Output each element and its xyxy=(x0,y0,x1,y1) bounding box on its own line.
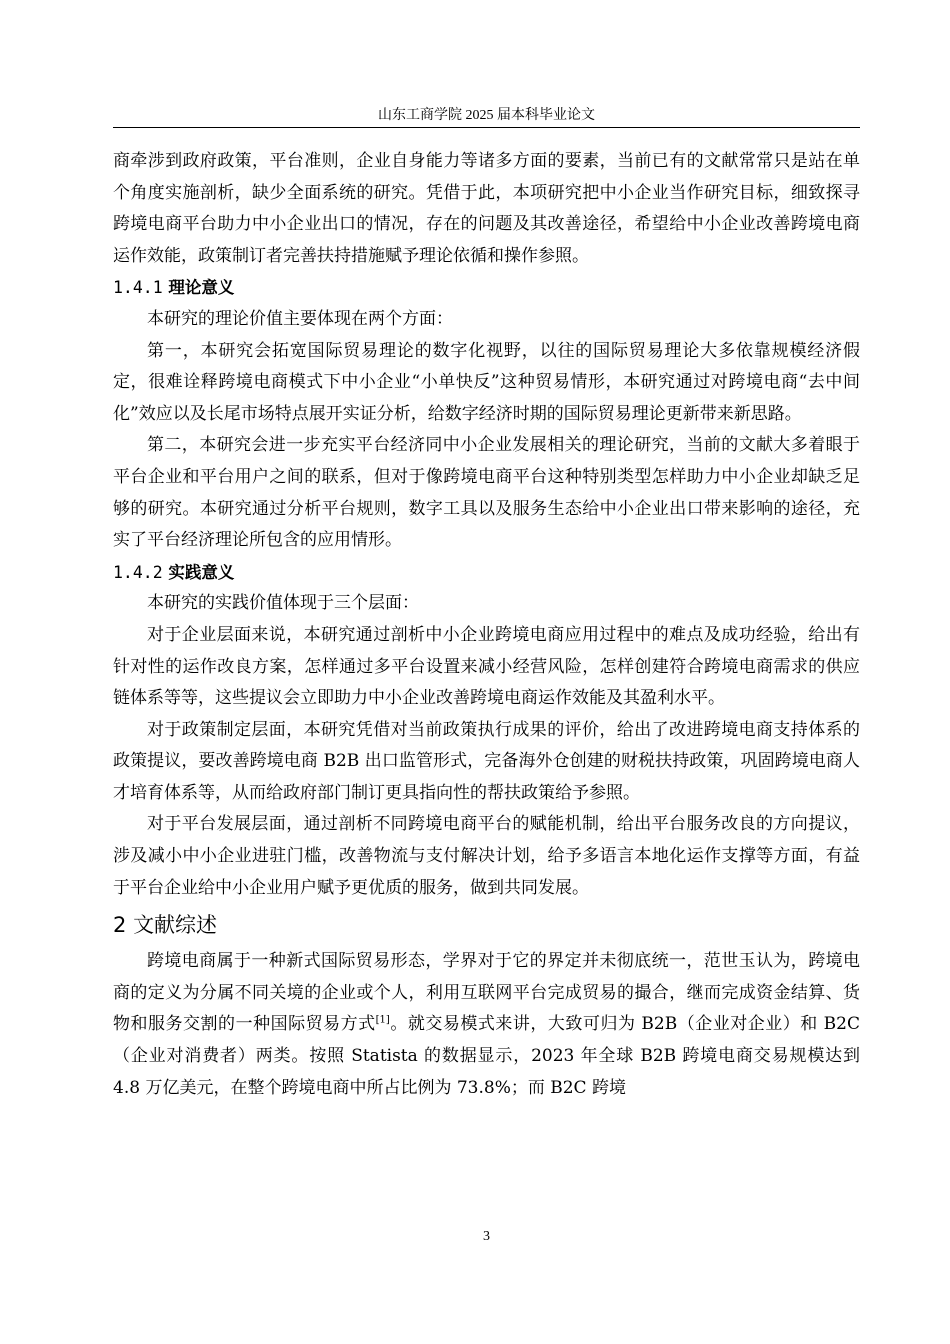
body-text xyxy=(113,146,860,1104)
paragraph: 商牵涉到政府政策，平台准则，企业自身能力等诸多方面的要素，当前已有的文献常常只是站在单个角度实施剖析，缺少全面系统的研究。凭借于此，本项研究把中小企业当作研究目标，细致探寻跨境电商平台助力中小企业出口的情况，存在的问题及其改善途径，希望给中小企业改善跨境电商运作效能，政策制订者完善扶持措施赋予理论依循和操作参照。 xyxy=(113,151,860,266)
paragraph: 本研究的实践价值体现于三个层面： xyxy=(147,593,419,614)
paragraph: 第二，本研究会进一步充实平台经济同中小企业发展相关的理论研究，当前的文献大多着眼于平台企业和平台用户之间的联系，但对于像跨境电商平台这种特别类型怎样助力中小企业却缺乏足够的研究。本研究通过分析平台规则，数字工具以及服务生态给中小企业出口带来影响的途径，充实了平台经济理论所包含的应用情形。 xyxy=(113,435,860,551)
paragraph: 本研究的理论价值主要体现在两个方面： xyxy=(147,308,453,329)
paragraph: 对于平台发展层面，通过剖析不同跨境电商平台的赋能机制，给出平台服务改良的方向提议，涉及减小中小企业进驻门槛，改善物流与支付解决计划，给予多语言本地化运作支撑等方面，有益于平台企业给中小企业用户赋予更优质的服务，做到共同发展。 xyxy=(113,814,860,898)
section-heading-1-4-1 xyxy=(113,272,860,304)
section-title: 实践意义 xyxy=(168,562,235,582)
paragraph: 对于企业层面来说，本研究通过剖析中小企业跨境电商应用过程中的难点及成功经验，给出有针对性的运作改良方案，怎样通过多平台设置来减小经营风险，怎样创建符合跨境电商需求的供应链体系等等，这些提议会立即助力中小企业改善跨境电商运作效能及其盈利水平。 xyxy=(113,624,860,709)
page-number: 3 xyxy=(483,1229,490,1244)
paragraph: 第一，本研究会拓宽国际贸易理论的数字化视野，以往的国际贸易理论大多依靠规模经济假定，很难诠释跨境电商模式下中小企业“小单快反”这种贸易情形，本研究通过对跨境电商“去中间化”效应以及长尾市场特点展开实证分析，给数字经济时期的国际贸易理论更新带来新思路。 xyxy=(113,340,860,424)
chapter-heading-2 xyxy=(113,908,860,942)
chapter-title: 文献综述 xyxy=(133,913,218,938)
section-title: 理论意义 xyxy=(168,278,235,298)
paragraph-text: 跨境电商属于一种新式国际贸易形态，学界对于它的界定并未彻底统一，范世玉认为，跨境电商的定义为分属不同关境的企业或个人，利用互联网平台完成贸易的撮合，继而完成资金结算、货物和服务交割的一种国际贸易方式 xyxy=(113,951,860,1035)
chapter-number: 2 xyxy=(113,913,127,938)
paragraph-text: 。就交易模式来讲，大致可归为 B2B（企业对企业）和 B2C（企业对消费者）两类。按照 Statista 的数据显示，2023 年全球 B2B 跨境电商交易规模达到 4.8 万亿美元，在整个跨境电商中所占比例为 73.8%；而 B2C 跨境 xyxy=(113,1014,860,1098)
citation-ref: [1] xyxy=(375,1014,390,1026)
running-header: 山东工商学院 2025 届本科毕业论文 xyxy=(378,108,595,123)
section-number: 1.4.2 xyxy=(113,562,163,582)
header-rule xyxy=(113,127,860,128)
paragraph: 对于政策制定层面，本研究凭借对当前政策执行成果的评价，给出了改进跨境电商支持体系的政策提议，要改善跨境电商 B2B 出口监管形式，完备海外仓创建的财税扶持政策，巩固跨境电商人才培育体系等，从而给政府部门制订更具指向性的帮扶政策给予参照。 xyxy=(113,719,860,803)
section-number: 1.4.1 xyxy=(113,278,163,298)
paragraph xyxy=(113,946,860,1104)
section-heading-1-4-2 xyxy=(113,557,860,589)
